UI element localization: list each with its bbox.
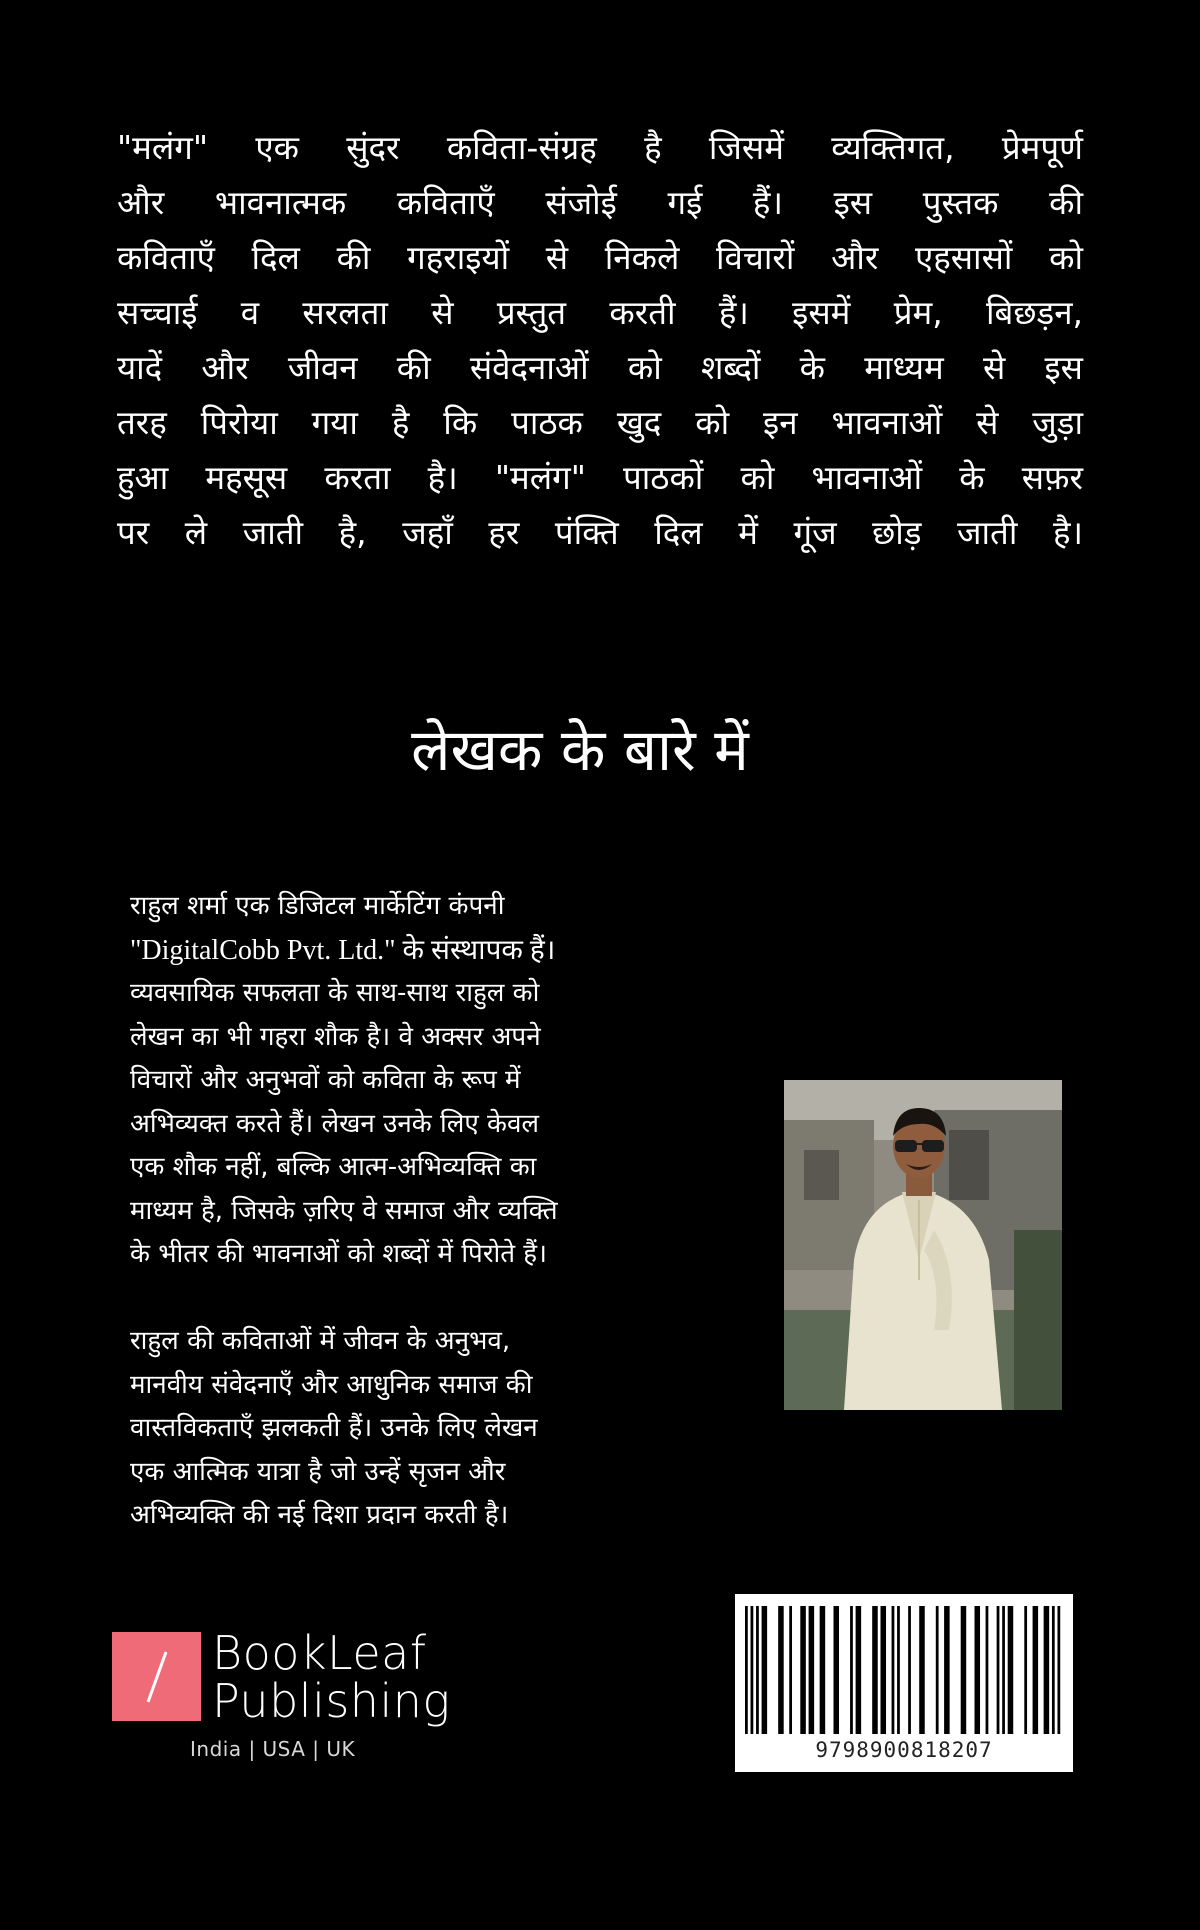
barcode-bar xyxy=(892,1606,895,1734)
barcode-bar xyxy=(762,1606,768,1734)
publisher-logo xyxy=(112,1628,472,1768)
barcode-bar xyxy=(778,1606,784,1734)
author-photo xyxy=(784,1080,1062,1410)
barcode-bar xyxy=(961,1606,967,1734)
barcode-bar xyxy=(908,1606,911,1734)
barcode-bar xyxy=(809,1606,815,1734)
author-photo-illustration xyxy=(784,1080,1062,1410)
barcode-bar xyxy=(881,1606,887,1734)
isbn-barcode xyxy=(735,1594,1073,1772)
blurb-line: और भावनात्मक कविताएँ संजोई गई हैं। इस पुस्तक की xyxy=(117,183,1083,222)
barcode-bar xyxy=(1044,1606,1050,1734)
blurb-line: सच्चाई व सरलता से प्रस्तुत करती हैं। इसमें प्रेम, बिछड़न, xyxy=(117,293,1083,332)
barcode-bar xyxy=(820,1606,826,1734)
paragraph-gap xyxy=(130,1277,690,1321)
bio-line: के भीतर की भावनाओं को शब्दों में पिरोते हैं। xyxy=(130,1239,547,1269)
barcode-bar xyxy=(756,1606,759,1734)
bio-line: एक शौक नहीं, बल्कि आत्म-अभिव्यक्ति का xyxy=(130,1152,537,1182)
author-bio xyxy=(130,885,690,1538)
blurb-line: हुआ महसूस करता है। "मलंग" पाठकों को भावनाओं के सफ़र xyxy=(117,458,1083,497)
bio-line: व्यवसायिक सफलता के साथ-साथ राहुल को xyxy=(130,978,540,1008)
slash-icon xyxy=(112,1632,201,1721)
blurb-line: यादें और जीवन की संवेदनाओं को शब्दों के माध्यम से इस xyxy=(117,348,1083,387)
barcode-bar xyxy=(800,1606,806,1734)
barcode-bar xyxy=(936,1606,939,1734)
bio-line: अभिव्यक्त करते हैं। लेखन उनके लिए केवल xyxy=(130,1108,540,1139)
barcode-bar xyxy=(986,1606,989,1734)
barcode-bar xyxy=(745,1606,748,1734)
bio-line: वास्तविकताएँ झलकती हैं। उनके लिए लेखन xyxy=(130,1413,538,1443)
isbn-number: 9798900818207 xyxy=(815,1738,993,1762)
barcode-bar xyxy=(944,1606,950,1734)
barcode-bar xyxy=(975,1606,981,1734)
publisher-regions: India | USA | UK xyxy=(190,1737,356,1761)
bio-line: अभिव्यक्ति की नई दिशा प्रदान करती है। xyxy=(130,1500,509,1530)
barcode-bar xyxy=(1008,1606,1014,1734)
bio-line: एक आत्मिक यात्रा है जो उन्हें सृजन और xyxy=(130,1456,506,1487)
blurb-line: तरह पिरोया गया है कि पाठक खुद को इन भावनाओं से जुड़ा xyxy=(117,403,1083,442)
barcode-bar xyxy=(833,1606,839,1734)
publisher-name-line2: Publishing xyxy=(212,1674,451,1728)
bio-line: लेखन का भी गहरा शौक है। वे अक्सर अपने xyxy=(130,1021,541,1052)
blurb-line: "मलंग" एक सुंदर कविता-संग्रह है जिसमें व्यक्तिगत, प्रेमपूर्ण xyxy=(117,128,1083,167)
barcode-bars xyxy=(745,1606,1063,1734)
blurb-line: पर ले जाती है, जहाँ हर पंक्ति दिल में गूंज छोड़ जाती है। xyxy=(117,513,1083,552)
barcode-bar xyxy=(856,1606,862,1734)
barcode-bar xyxy=(997,1606,1000,1734)
logo-mark xyxy=(112,1632,201,1721)
barcode-bar xyxy=(751,1606,754,1734)
barcode-bar xyxy=(919,1606,925,1734)
publisher-name-line1: BookLeaf xyxy=(212,1626,427,1680)
barcode-bar xyxy=(897,1606,900,1734)
barcode-bar xyxy=(789,1606,792,1734)
bio-line: राहुल की कविताओं में जीवन के अनुभव, xyxy=(130,1326,511,1356)
barcode-bar xyxy=(1033,1606,1039,1734)
blurb-line: कविताएँ दिल की गहराइयों से निकले विचारों और एहसासों को xyxy=(117,238,1083,277)
barcode-bar xyxy=(850,1606,853,1734)
barcode-bar xyxy=(1052,1606,1055,1734)
barcode-bar xyxy=(1057,1606,1060,1734)
book-blurb xyxy=(117,120,1083,560)
barcode-bar xyxy=(1002,1606,1005,1734)
barcode-bar xyxy=(1024,1606,1027,1734)
about-author-heading: लेखक के बारे में xyxy=(411,716,749,784)
bio-line: मानवीय संवेदनाएँ और आधुनिक समाज की xyxy=(130,1369,533,1400)
bio-line: विचारों और अनुभवों को कविता के रूप में xyxy=(130,1065,521,1095)
bio-line: माध्यम है, जिसके ज़रिए वे समाज और व्यक्ति xyxy=(130,1195,558,1226)
barcode-bar xyxy=(872,1606,878,1734)
bio-line: राहुल शर्मा एक डिजिटल मार्केटिंग कंपनी xyxy=(130,891,505,921)
bio-line: "DigitalCobb Pvt. Ltd." के संस्थापक हैं। xyxy=(130,934,556,966)
